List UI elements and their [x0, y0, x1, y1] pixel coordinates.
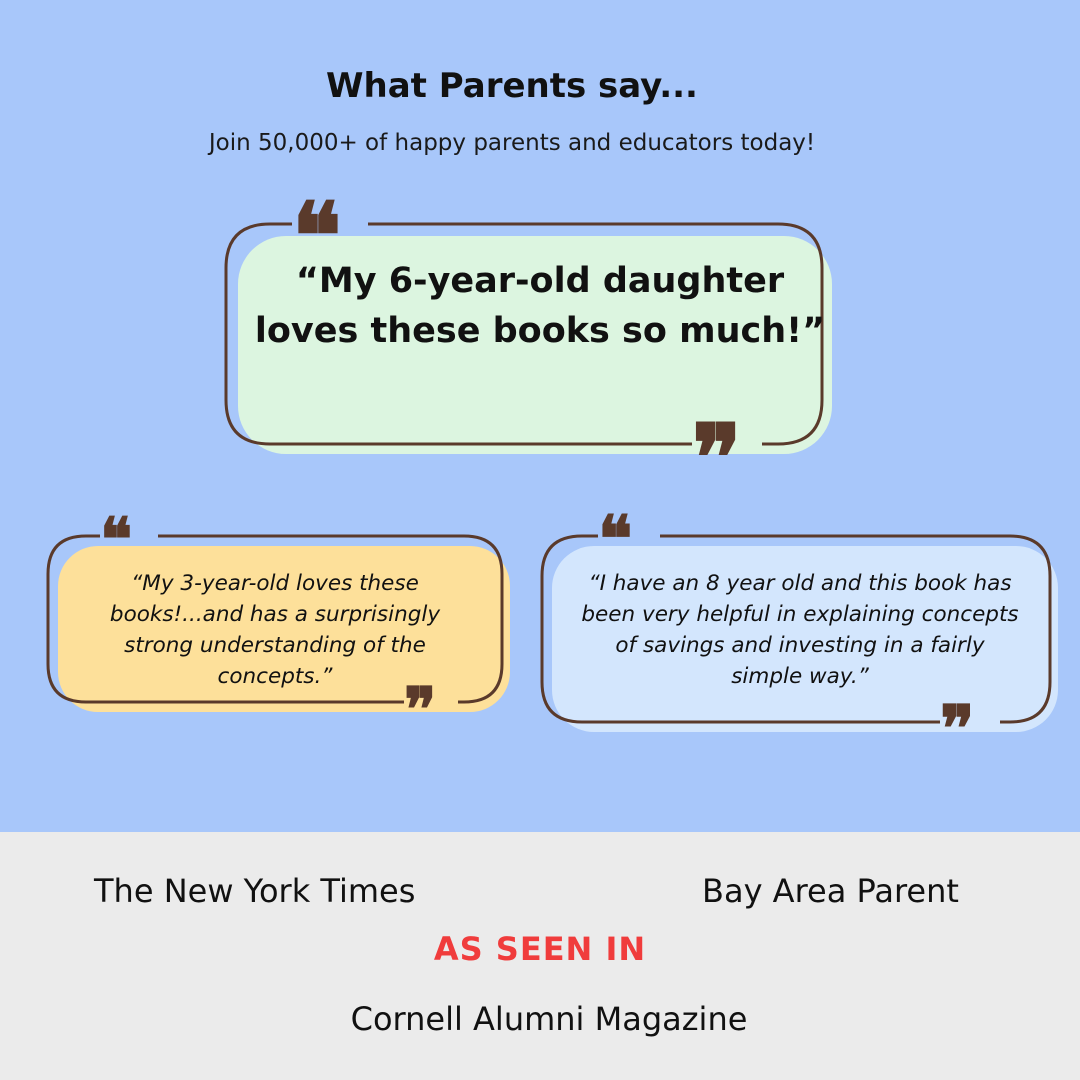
open-quote-icon: ❝: [292, 182, 342, 290]
close-quote-icon: ❞: [692, 404, 742, 512]
press-outlet-bay-area-parent: Bay Area Parent: [702, 872, 959, 910]
testimonial-text-left: “My 3-year-old loves these books!...and has a surprisingly strong understanding of the concepts.”: [109, 571, 441, 689]
testimonial-text-right: “I have an 8 year old and this book has been very helpful in explaining concepts of savings and investing in a fairly simple way.”: [581, 571, 1019, 689]
testimonial-text-main: “My 6-year-old daughter loves these books so much!”: [254, 261, 826, 351]
section-subtitle: Join 50,000+ of happy parents and educators today!: [208, 130, 816, 156]
as-seen-in-label: AS SEEN IN: [433, 930, 647, 968]
section-title: What Parents say...: [326, 66, 698, 106]
close-quote-icon: ❞: [404, 675, 437, 745]
open-quote-icon: ❝: [598, 502, 633, 577]
press-outlet-cornell: Cornell Alumni Magazine: [350, 1000, 748, 1038]
open-quote-icon: ❝: [100, 505, 133, 575]
press-outlet-nyt: The New York Times: [94, 872, 416, 910]
close-quote-icon: ❞: [940, 692, 975, 767]
